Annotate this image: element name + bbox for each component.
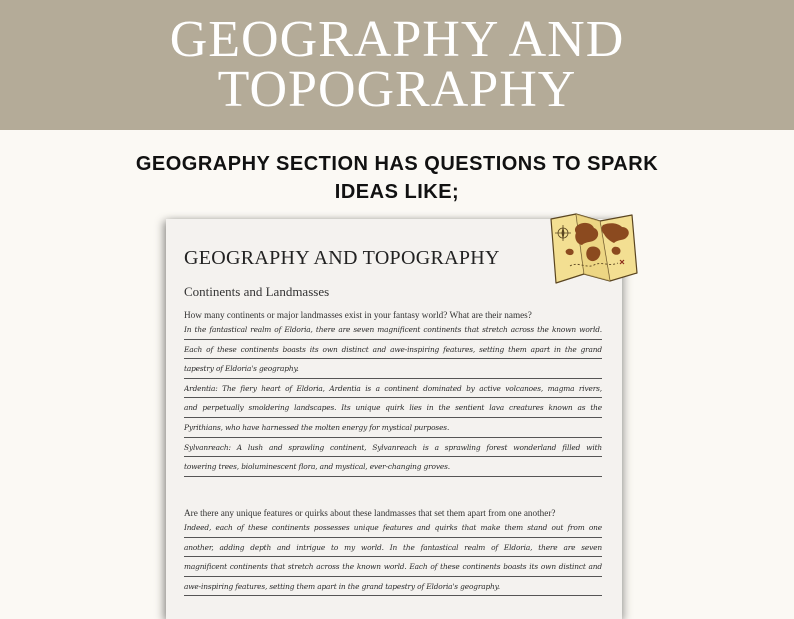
subheading-line1: GEOGRAPHY SECTION HAS QUESTIONS TO SPARK bbox=[135, 153, 659, 175]
banner-title-line2: TOPOGRAPHY bbox=[217, 61, 577, 118]
answer-line: and perpetually smoldering landscapes. Its unique quirk lies in the sentient lava creatures known as the bbox=[184, 398, 602, 418]
answer-line: Each of these continents boasts its own distinct and awe-inspiring features, setting them apart in the grand bbox=[184, 340, 602, 360]
answer-line: another, adding depth and intrigue to my world. In the fantastical realm of Eldoria, there are seven bbox=[184, 538, 602, 558]
answer-line: awe-inspiring features, setting them apart in the grand tapestry of Eldoria's geography. bbox=[184, 577, 602, 597]
answer-line: magnificent continents that stretch across the known world. Each of these continents boasts its own distinct and bbox=[184, 557, 602, 577]
subheading bbox=[0, 150, 794, 206]
answer-1 bbox=[184, 320, 602, 477]
answer-line: tapestry of Eldoria's geography. bbox=[184, 359, 602, 379]
section-heading: Continents and Landmasses bbox=[184, 284, 330, 299]
banner-title-line1: GEOGRAPHY AND bbox=[169, 11, 625, 68]
answer-line: Ardentia: The fiery heart of Eldoria, Ardentia is a continent dominated by active volcanoes, magma rivers, bbox=[184, 379, 602, 399]
answer-line: Indeed, each of these continents possesses unique features and quirks that make them stand out from one bbox=[184, 518, 602, 538]
question-1: How many continents or major landmasses exist in your fantasy world? What are their names? bbox=[184, 310, 532, 320]
worksheet-title: GEOGRAPHY AND TOPOGRAPHY bbox=[184, 247, 500, 269]
title-banner bbox=[0, 0, 794, 130]
answer-line: In the fantastical realm of Eldoria, there are seven magnificent continents that stretch across the known world. bbox=[184, 320, 602, 340]
answer-2 bbox=[184, 518, 602, 596]
answer-line: Pyrithians, who have harnessed the molten energy for mystical purposes. bbox=[184, 418, 602, 438]
question-2: Are there any unique features or quirks about these landmasses that set them apart from one another? bbox=[184, 508, 556, 518]
treasure-map-icon bbox=[548, 211, 640, 291]
answer-line: Sylvanreach: A lush and sprawling continent, Sylvanreach is a sprawling forest wonderland filled with bbox=[184, 438, 602, 458]
answer-line: towering trees, bioluminescent flora, and mystical, ever-changing groves. bbox=[184, 457, 602, 477]
subheading-line2: IDEAS LIKE; bbox=[334, 181, 460, 203]
